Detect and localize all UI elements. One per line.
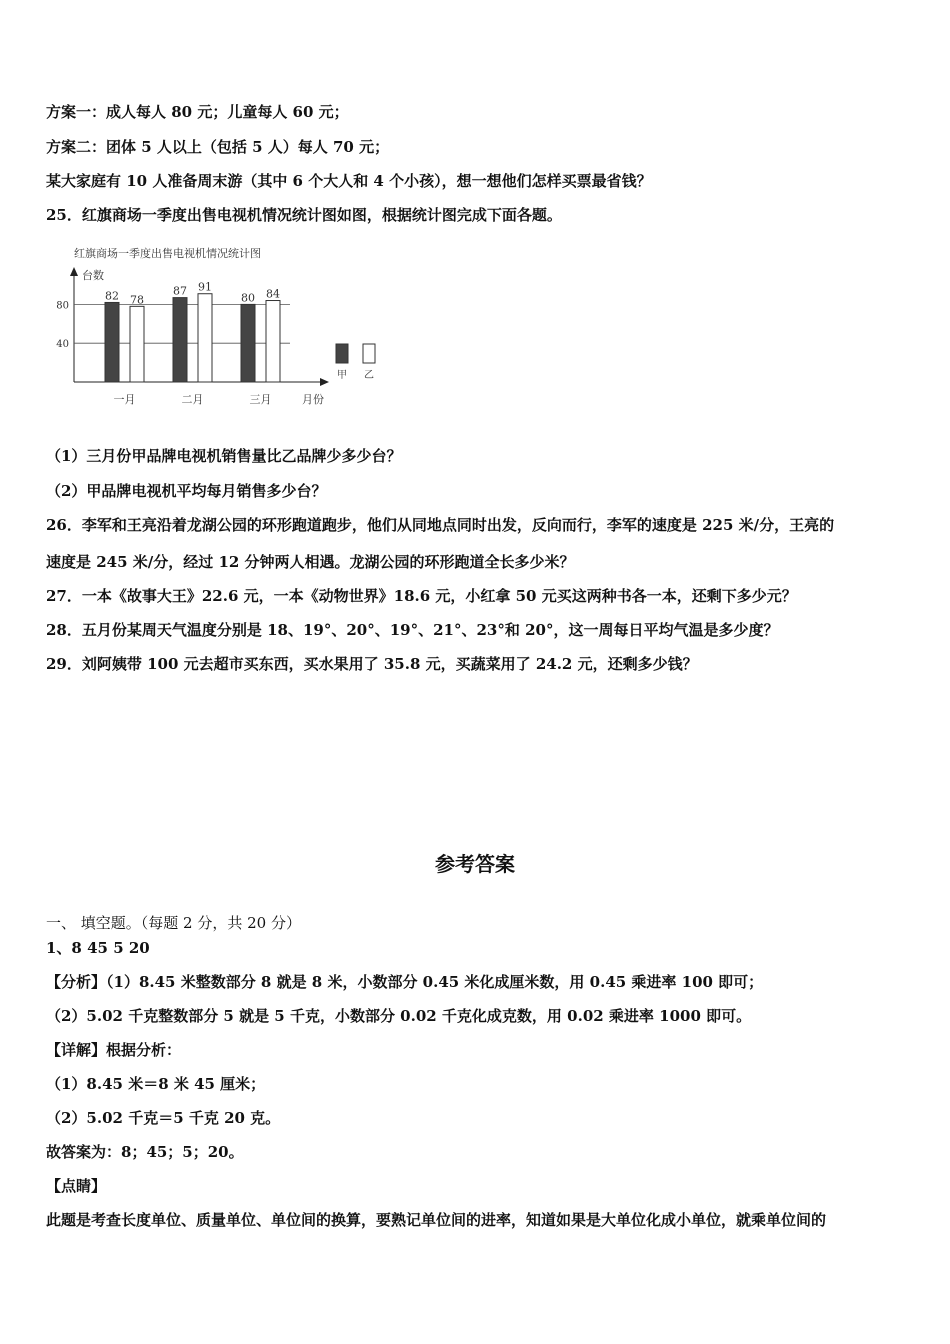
question-28-text: 28．五月份某周天气温度分别是 18、19°、20°、19°、21°、23°和 20°，这一周每日平均气温是多少度？ [46, 621, 779, 639]
section-one-heading: 一、 填空题。（每题 2 分，共 20 分） [46, 914, 301, 932]
y-axis-arrow [70, 267, 78, 276]
detail-heading: 【详解】根据分析： [46, 1041, 182, 1059]
answers-heading: 参考答案 [435, 852, 515, 876]
bar-甲-三月 [241, 304, 255, 382]
x-axis-arrow [320, 378, 329, 386]
plan-one-text: 方案一：成人每人 80 元；儿童每人 60 元； [46, 103, 349, 121]
family-question-text: 某大家庭有 10 人准备周末游（其中 6 个大人和 4 个小孩），想一想他们怎样买票最省钱？ [46, 172, 652, 190]
bar-value-label: 84 [266, 287, 280, 301]
analysis-part-1: 【分析】（1）8.45 米整数部分 8 就是 8 米，小数部分 0.45 米化成厘米数，用 0.45 乘进率 100 即可； [46, 973, 764, 991]
analysis-part-2: （2）5.02 千克整数部分 5 就是 5 千克，小数部分 0.02 千克化成克数，用 0.02 乘进率 1000 即可。 [46, 1007, 752, 1025]
detail-step-1: （1）8.45 米＝8 米 45 厘米； [46, 1075, 266, 1093]
question-29-text: 29．刘阿姨带 100 元去超市买东西，买水果用了 35.8 元，买蔬菜用了 24.2 元，还剩多少钱？ [46, 655, 698, 673]
question-26-line-1: 26．李军和王亮沿着龙湖公园的环形跑道跑步，他们从同地点同时出发，反向而行，李军的速度是 225 米/分，王亮的 [46, 516, 835, 534]
answer-1: 1、8 45 5 20 [46, 939, 150, 957]
bar-value-label: 80 [241, 291, 255, 305]
y-tick-label: 40 [56, 339, 69, 351]
comment-text: 此题是考查长度单位、质量单位、单位间的换算，要熟记单位间的进率，知道如果是大单位化成小单位，就乘单位间的 [46, 1211, 827, 1229]
final-answer: 故答案为：8；45；5；20。 [46, 1143, 244, 1161]
y-axis-label: 台数 [82, 269, 104, 282]
category-label: 二月 [181, 393, 204, 406]
x-axis-label: 月份 [302, 393, 324, 406]
y-tick-label: 80 [56, 300, 69, 312]
bar-value-label: 82 [105, 289, 119, 303]
bar-乙-一月 [130, 306, 144, 382]
detail-step-2: （2）5.02 千克＝5 千克 20 克。 [46, 1109, 281, 1127]
comment-heading: 【点睛】 [46, 1177, 107, 1195]
bar-甲-二月 [173, 298, 187, 382]
bar-value-label: 91 [198, 280, 212, 294]
question-25-part-2: （2）甲品牌电视机平均每月销售多少台？ [46, 482, 327, 500]
question-25-text: 25．红旗商场一季度出售电视机情况统计图如图，根据统计图完成下面各题。 [46, 206, 562, 224]
bar-value-label: 87 [173, 284, 187, 298]
legend-swatch-乙 [363, 344, 375, 363]
category-label: 一月 [113, 393, 136, 406]
question-25-part-1: （1）三月份甲品牌电视机销售量比乙品牌少多少台？ [46, 447, 402, 465]
question-27-text: 27．一本《故事大王》22.6 元，一本《动物世界》18.6 元，小红拿 50 元买这两种书各一本，还剩下多少元？ [46, 587, 797, 605]
category-label: 三月 [249, 393, 272, 406]
question-26-line-2: 速度是 245 米/分，经过 12 分钟两人相遇。龙湖公园的环形跑道全长多少米？ [46, 553, 575, 571]
legend-swatch-甲 [336, 344, 348, 363]
plan-two-text: 方案二：团体 5 人以上（包括 5 人）每人 70 元； [46, 138, 390, 156]
bar-乙-二月 [198, 294, 212, 382]
legend-label: 甲 [337, 370, 347, 381]
chart-title: 红旗商场一季度出售电视机情况统计图 [74, 247, 261, 260]
bar-甲-一月 [105, 302, 119, 382]
tv-sales-bar-chart [44, 240, 374, 415]
bar-乙-三月 [266, 301, 280, 382]
legend-label: 乙 [364, 370, 374, 381]
bar-value-label: 78 [130, 293, 144, 307]
